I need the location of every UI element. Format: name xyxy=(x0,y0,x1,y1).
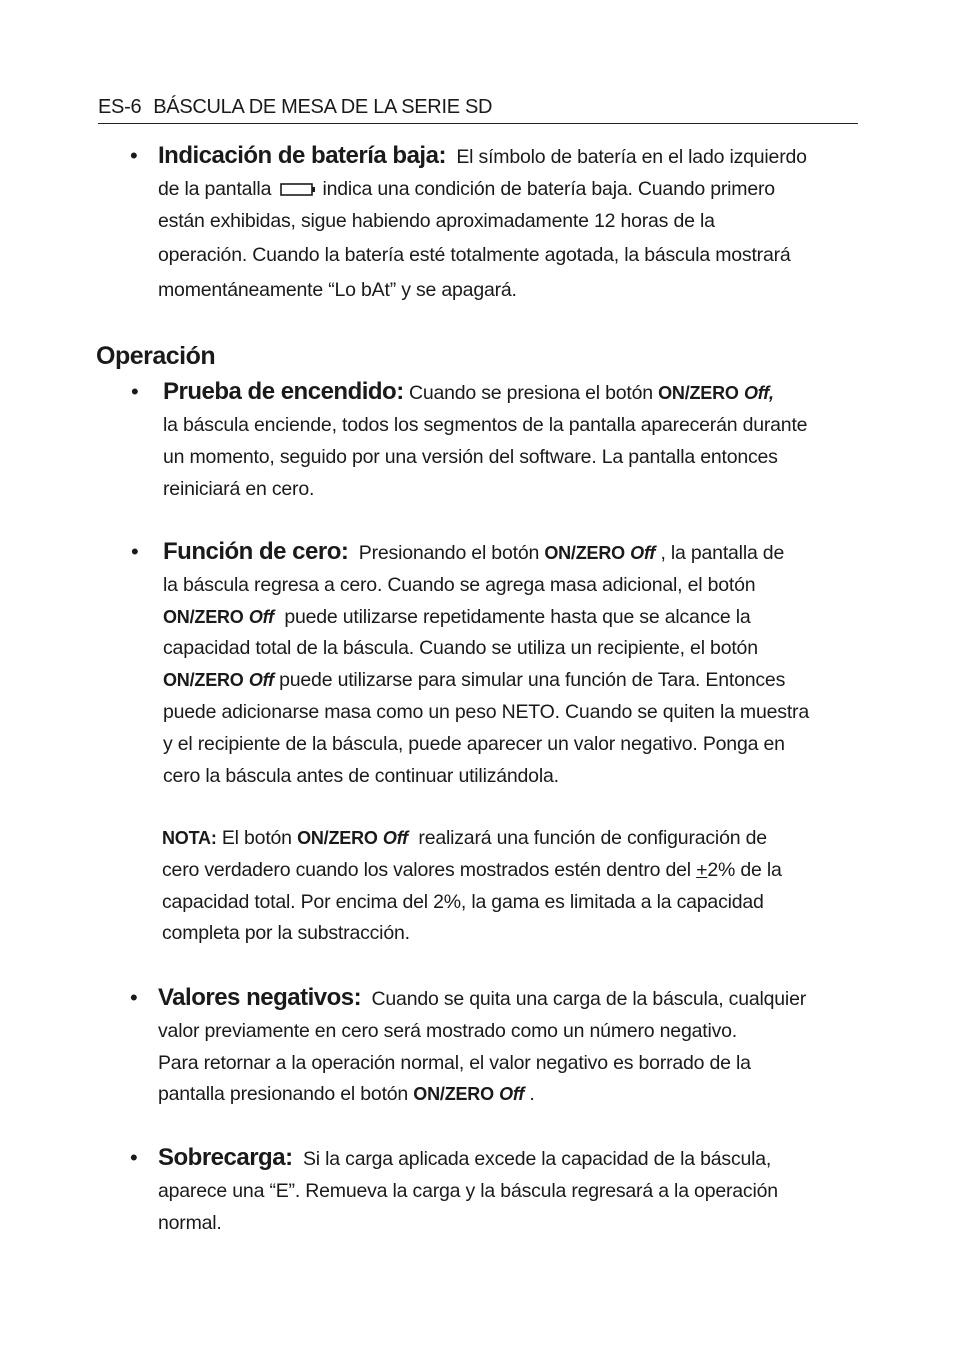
note-line-1: NOTA: El botón ON/ZERO Off realizará una función de configuración de xyxy=(162,827,767,849)
power-item xyxy=(131,376,863,505)
bullet: • xyxy=(130,143,138,168)
zero-label: Función de cero xyxy=(163,538,341,565)
negative-line-2: valor previamente en cero será mostrado como un número negativo. xyxy=(158,1019,738,1042)
zero-line-4: capacidad total de la báscula. Cuando se utiliza un recipiente, el botón xyxy=(163,637,758,660)
note-block xyxy=(162,823,862,950)
negative-line-1: Valores negativos: Cuando se quita una carga de la báscula, cualquier xyxy=(158,984,807,1011)
battery-line-4: operación. Cuando la batería esté totalmente agotada, la báscula mostrará xyxy=(158,244,791,267)
overload-line-1: Sobrecarga: Si la carga aplicada excede la capacidad de la báscula, xyxy=(158,1144,772,1171)
battery-line-1: Indicación de batería baja: El símbolo de batería en el lado izquierdo xyxy=(158,142,807,169)
plus-minus-sign: + xyxy=(696,858,708,881)
battery-line-3: están exhibidas, sigue habiendo aproximadamente 12 horas de la xyxy=(158,209,715,232)
note-line-3: capacidad total. Por encima del 2%, la gama es limitada a la capacidad xyxy=(162,890,764,913)
bullet: • xyxy=(130,1145,138,1170)
note-line-2: cero verdadero cuando los valores mostrados estén dentro del +2% de la xyxy=(162,858,782,881)
bullet: • xyxy=(131,379,139,404)
header-title: BÁSCULA DE MESA DE LA SERIE SD xyxy=(153,96,493,118)
power-label: Prueba de encendido xyxy=(163,378,397,405)
power-line-1: Prueba de encendido: Cuando se presiona el botón ON/ZERO Off, xyxy=(163,378,774,405)
note-label: NOTA: xyxy=(162,828,217,848)
zero-line-3: ON/ZERO Off puede utilizarse repetidamente hasta que se alcance la xyxy=(163,605,751,628)
overload-line-3: normal. xyxy=(158,1211,222,1234)
negative-label: Valores negativos xyxy=(158,984,354,1011)
battery-item xyxy=(130,140,858,307)
zero-line-1: Función de cero: Presionando el botón ON/ZERO Off , la pantalla de xyxy=(163,538,785,565)
zero-line-6: puede adicionarse masa como un peso NETO. Cuando se quiten la muestra xyxy=(163,700,809,723)
zero-line-5: ON/ZERO Off puede utilizarse para simular una función de Tara. Entonces xyxy=(163,669,786,692)
battery-label: Indicación de batería baja xyxy=(158,142,439,169)
page-header xyxy=(98,96,858,124)
note-line-4: completa por la substracción. xyxy=(162,922,410,945)
zero-line-7: y el recipiente de la báscula, puede aparecer un valor negativo. Ponga en xyxy=(163,732,785,755)
power-line-3: un momento, seguido por una versión del software. La pantalla entonces xyxy=(163,446,778,468)
off-label: Off xyxy=(743,383,770,403)
overload-line-2: aparece una “E”. Remueva la carga y la báscula regresará a la operación xyxy=(158,1179,778,1202)
overload-label: Sobrecarga xyxy=(158,1144,286,1171)
bullet: • xyxy=(130,985,138,1010)
overload-item xyxy=(130,1142,858,1239)
negative-line-4: pantalla presionando el botón ON/ZERO Off . xyxy=(158,1083,535,1106)
bullet: • xyxy=(131,539,139,564)
page-number: ES-6 xyxy=(98,96,142,118)
negative-line-3: Para retornar a la operación normal, el valor negativo es borrado de la xyxy=(158,1051,751,1074)
on-zero-label: ON/ZERO xyxy=(658,383,739,403)
zero-item xyxy=(131,536,863,792)
battery-line-5: momentáneamente “Lo bAt” y se apagará. xyxy=(158,279,517,302)
power-line-4: reiniciará en cero. xyxy=(163,478,315,500)
battery-icon xyxy=(280,183,316,196)
section-title-operacion: Operación xyxy=(96,342,216,370)
zero-line-2: la báscula regresa a cero. Cuando se agrega masa adicional, el botón xyxy=(163,573,756,596)
power-line-2: la báscula enciende, todos los segmentos de la pantalla aparecerán durante xyxy=(163,414,808,436)
zero-line-8: cero la báscula antes de continuar utilizándola. xyxy=(163,764,559,787)
negative-item xyxy=(130,982,858,1111)
battery-line-2: de la pantalla indica una condición de batería baja. Cuando primero xyxy=(158,177,775,200)
